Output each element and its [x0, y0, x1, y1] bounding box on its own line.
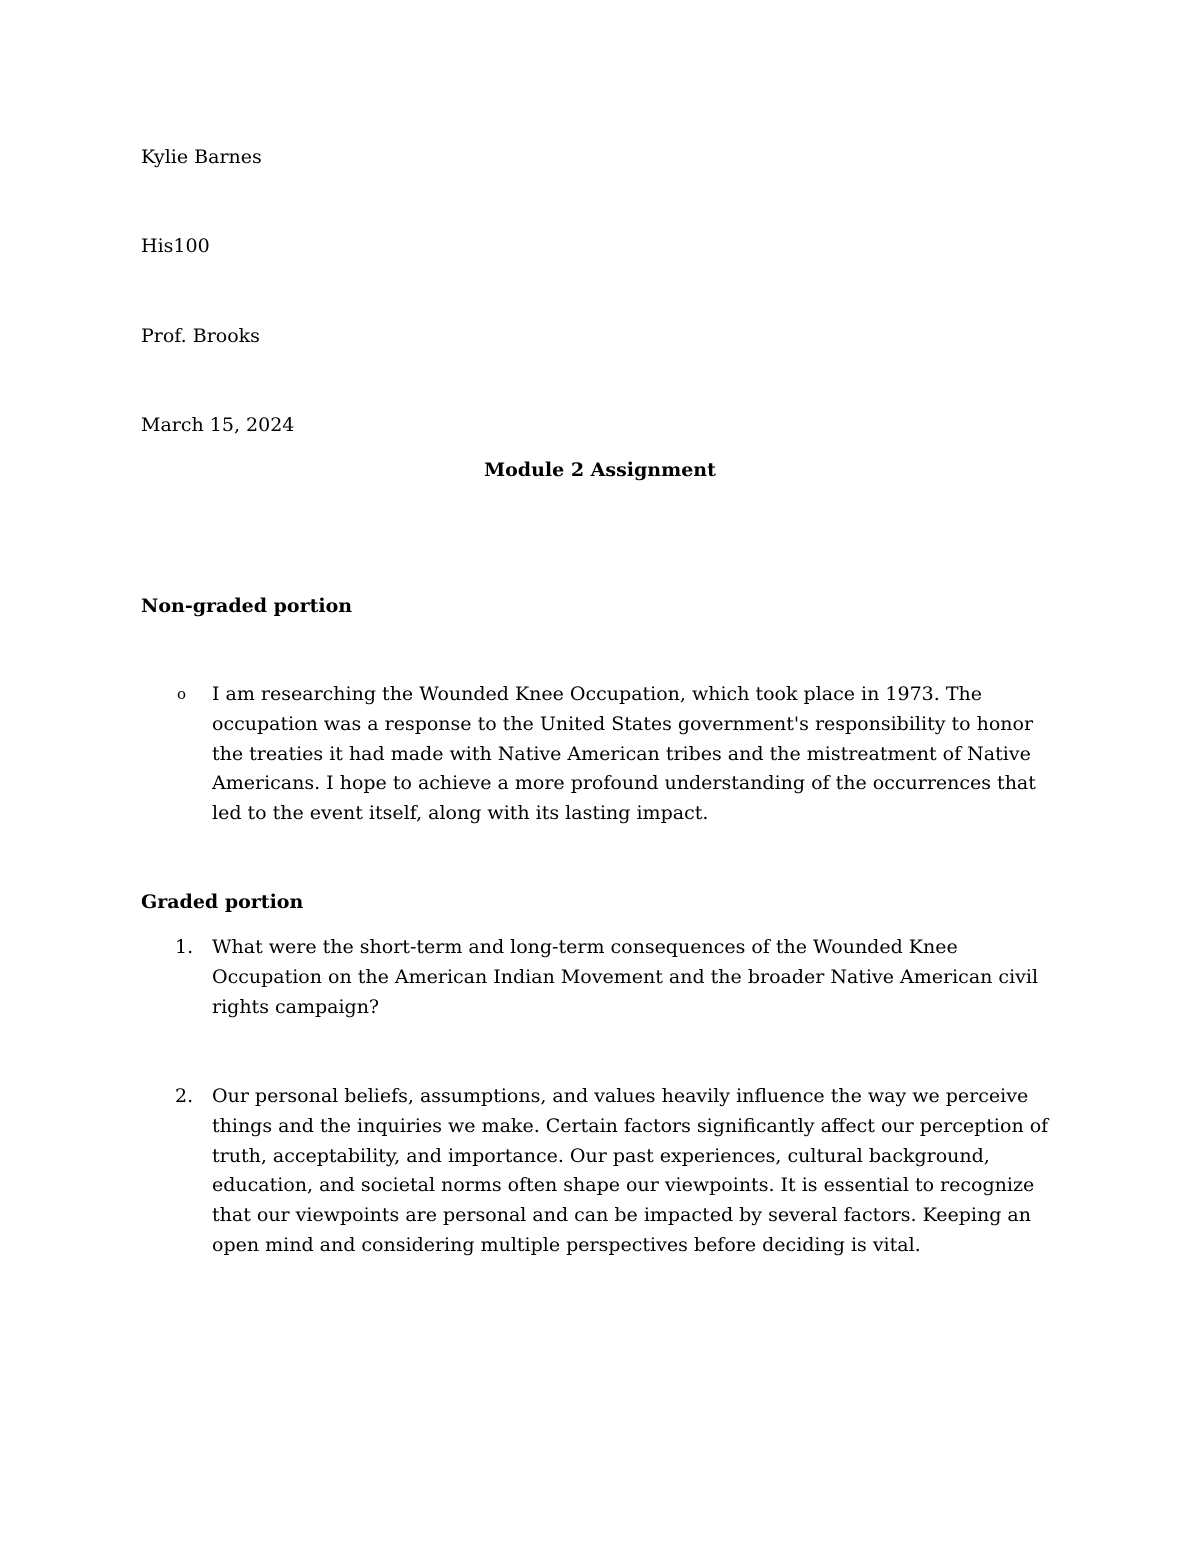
graded-heading: Graded portion	[141, 891, 304, 913]
list-number: 1.	[175, 936, 194, 958]
list-item-text: Our personal beliefs, assumptions, and values heavily influence the way we perceive things and the inquiries we make. Certain factors significantly affect our perception of truth, acceptability, and importance. Our past experiences, cultural background, education, and societal norms often shape our viewpoints. It is essential to recognize that our viewpoints are personal and can be impacted by several factors. Keeping an open mind and considering multiple perspectives before deciding is vital.	[212, 1085, 1049, 1256]
instructor-name: Prof. Brooks	[141, 325, 260, 347]
bullet-marker: o	[177, 685, 187, 703]
date-line: March 15, 2024	[141, 414, 295, 436]
graded-list-item-2	[141, 1082, 1061, 1261]
non-graded-heading: Non-graded portion	[141, 595, 353, 617]
non-graded-list	[141, 680, 1061, 829]
list-item	[141, 680, 1061, 829]
graded-list-item-1	[141, 933, 1061, 1022]
list-number: 2.	[175, 1085, 194, 1107]
list-item-text: I am researching the Wounded Knee Occupation, which took place in 1973. The occupation was a response to the United States government's responsibility to honor the treaties it had made with Native American tribes and the mistreatment of Native Americans. I hope to achieve a more profound understanding of the occurrences that led to the event itself, along with its lasting impact.	[212, 683, 1036, 825]
list-item-text: What were the short-term and long-term consequences of the Wounded Knee Occupation on the American Indian Movement and the broader Native American civil rights campaign?	[212, 936, 1039, 1018]
list-item	[141, 1082, 1061, 1261]
document-title: Module 2 Assignment	[484, 459, 716, 481]
course-code: His100	[141, 235, 210, 257]
author-name: Kylie Barnes	[141, 146, 262, 168]
list-item	[141, 933, 1061, 1022]
